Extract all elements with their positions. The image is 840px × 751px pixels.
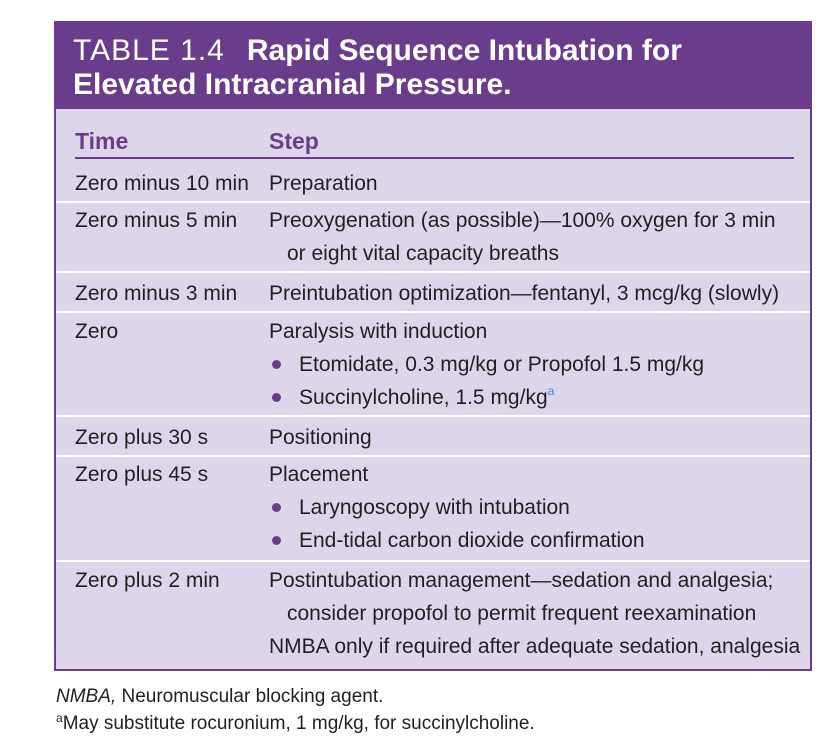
table-footnotes — [56, 683, 535, 737]
bullet-item — [269, 491, 804, 524]
row-time: Zero plus 30 s — [75, 426, 209, 449]
step-line: Placement — [269, 463, 369, 486]
table-label: TABLE 1.4 — [73, 34, 225, 67]
step-line: Positioning — [269, 426, 372, 449]
row-step — [269, 167, 804, 200]
table-title-bar — [56, 23, 810, 109]
step-line: Preintubation optimization—fentanyl, 3 mcg/kg (slowly) — [269, 282, 780, 305]
footnote-mark: a — [56, 711, 63, 725]
table-title-part-1: Rapid Sequence Intubation for — [246, 34, 682, 67]
row-divider — [56, 415, 810, 417]
abbreviation-term: NMBA, — [56, 686, 117, 707]
header-rule — [75, 157, 794, 159]
row-divider — [56, 201, 810, 203]
row-time: Zero minus 5 min — [75, 209, 238, 232]
row-step — [269, 204, 804, 270]
step-line: Preparation — [269, 172, 378, 195]
bullet-text: Succinylcholine, 1.5 mg/kg — [299, 386, 548, 409]
bullet-text: Etomidate, 0.3 mg/kg or Propofol 1.5 mg/kg — [299, 353, 705, 376]
step-line: or eight vital capacity breaths — [287, 242, 559, 265]
step-line: Paralysis with induction — [269, 320, 488, 343]
table-title-line-2: Elevated Intracranial Pressure. — [73, 68, 512, 101]
row-divider — [56, 455, 810, 457]
table-title-line-1 — [73, 34, 682, 68]
row-step — [269, 458, 804, 557]
bullet-icon — [272, 536, 281, 545]
column-header-step: Step — [269, 128, 319, 154]
step-line: Postintubation management—sedation and analgesia; — [269, 569, 774, 592]
row-step — [269, 421, 804, 454]
row-step — [269, 277, 804, 310]
bullet-text: Laryngoscopy with intubation — [299, 496, 570, 519]
bullet-text: End-tidal carbon dioxide confirmation — [299, 529, 645, 552]
row-divider — [56, 560, 810, 562]
column-header-time: Time — [75, 128, 129, 154]
row-step — [269, 315, 804, 414]
table-1-4 — [54, 21, 812, 671]
row-time: Zero minus 3 min — [75, 282, 238, 305]
row-time: Zero — [75, 320, 119, 343]
abbreviation-footnote — [56, 683, 535, 710]
bullet-item — [269, 524, 804, 557]
footnote-text: May substitute rocuronium, 1 mg/kg, for succinylcholine. — [62, 713, 535, 734]
step-line: consider propofol to permit frequent reexamination — [287, 602, 757, 625]
row-time: Zero plus 45 s — [75, 463, 209, 486]
bullet-icon — [272, 360, 281, 369]
row-time: Zero minus 10 min — [75, 172, 249, 195]
footnote-marker: a — [547, 384, 555, 398]
bullet-item — [269, 348, 804, 381]
row-divider — [56, 311, 810, 313]
row-divider — [56, 271, 810, 273]
abbreviation-definition: Neuromuscular blocking agent. — [116, 686, 384, 707]
bullet-item — [269, 381, 804, 414]
superscript-footnote — [56, 710, 535, 737]
row-time: Zero plus 2 min — [75, 569, 220, 592]
bullet-icon — [272, 503, 281, 512]
row-step — [269, 564, 804, 663]
bullet-icon — [272, 393, 281, 402]
step-line: Preoxygenation (as possible)—100% oxygen for 3 min — [269, 209, 776, 232]
step-line: NMBA only if required after adequate sedation, analgesia — [269, 635, 801, 658]
